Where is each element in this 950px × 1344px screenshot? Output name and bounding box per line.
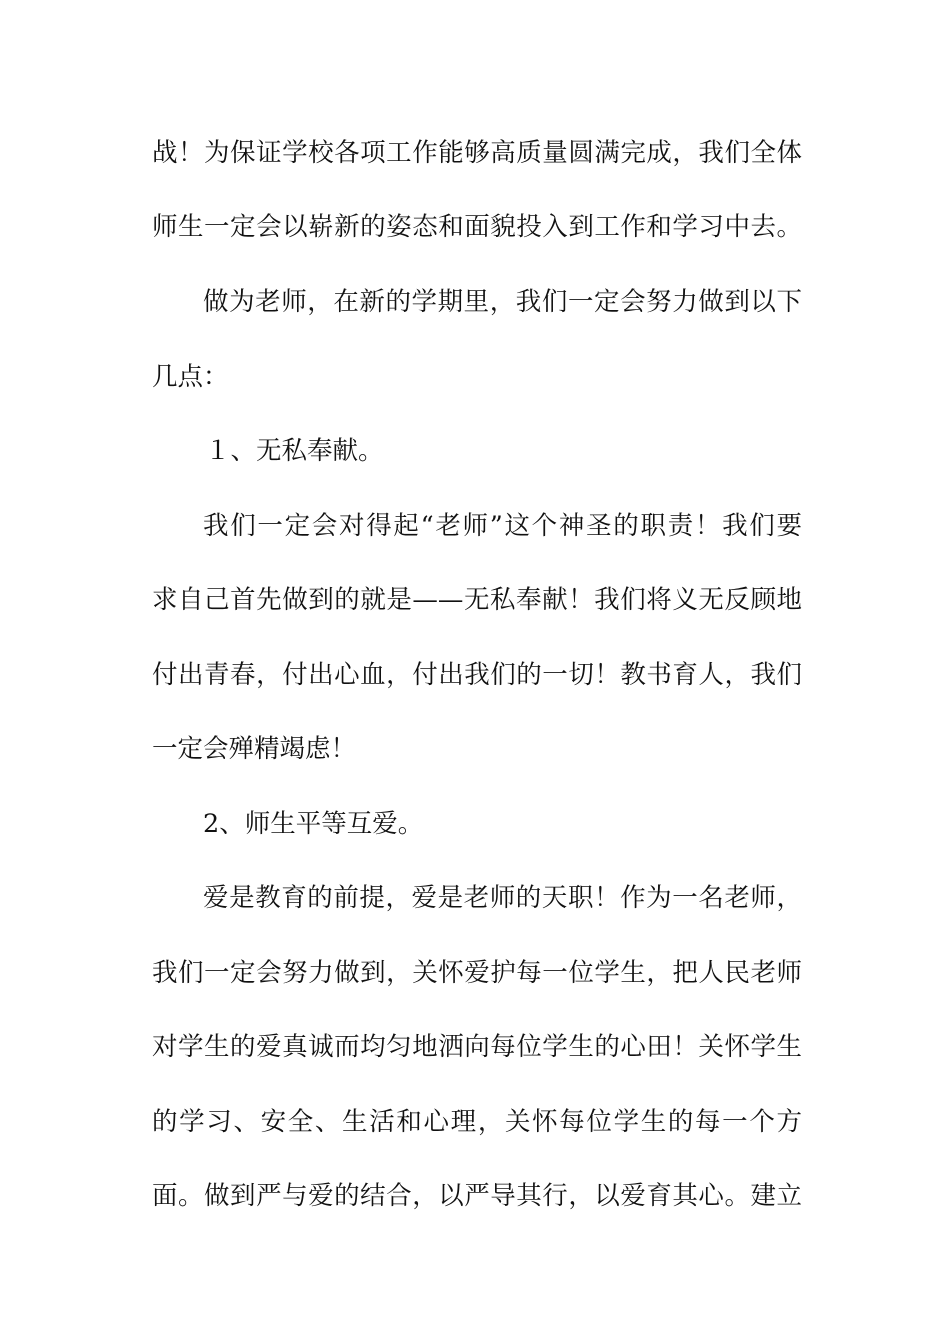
text-line: 对学生的爱真诚而均匀地洒向每位学生的心田！关怀学生 — [152, 1032, 802, 1062]
text-line: 面。做到严与爱的结合，以严导其行，以爱育其心。建立 — [152, 1181, 802, 1211]
text-line: 求自己首先做到的就是——无私奉献！我们将义无反顾地 — [152, 585, 802, 615]
text-line: 的学习、安全、生活和心理，关怀每位学生的每一个方 — [152, 1107, 802, 1137]
text-line: 战！为保证学校各项工作能够高质量圆满完成，我们全体 — [152, 138, 802, 168]
paragraph-first-line: 做为老师，在新的学期里，我们一定会努力做到以下 — [203, 287, 802, 317]
paragraph-first-line: 爱是教育的前提，爱是老师的天职！作为一名老师， — [203, 883, 802, 913]
list-item-heading: １、无私奉献。 — [205, 436, 384, 466]
text-line: 师生一定会以崭新的姿态和面貌投入到工作和学习中去。 — [152, 212, 802, 242]
text-line: 付出青春，付出心血，付出我们的一切！教书育人，我们 — [152, 660, 802, 690]
text-line: 几点： — [152, 362, 229, 392]
paragraph-first-line: 我们一定会对得起“老师”这个神圣的职责！我们要 — [203, 511, 802, 541]
list-item-heading: 2、师生平等互爱。 — [203, 809, 424, 839]
text-line: 我们一定会努力做到，关怀爱护每一位学生，把人民老师 — [152, 958, 802, 988]
text-line: 一定会殚精竭虑！ — [152, 734, 357, 764]
